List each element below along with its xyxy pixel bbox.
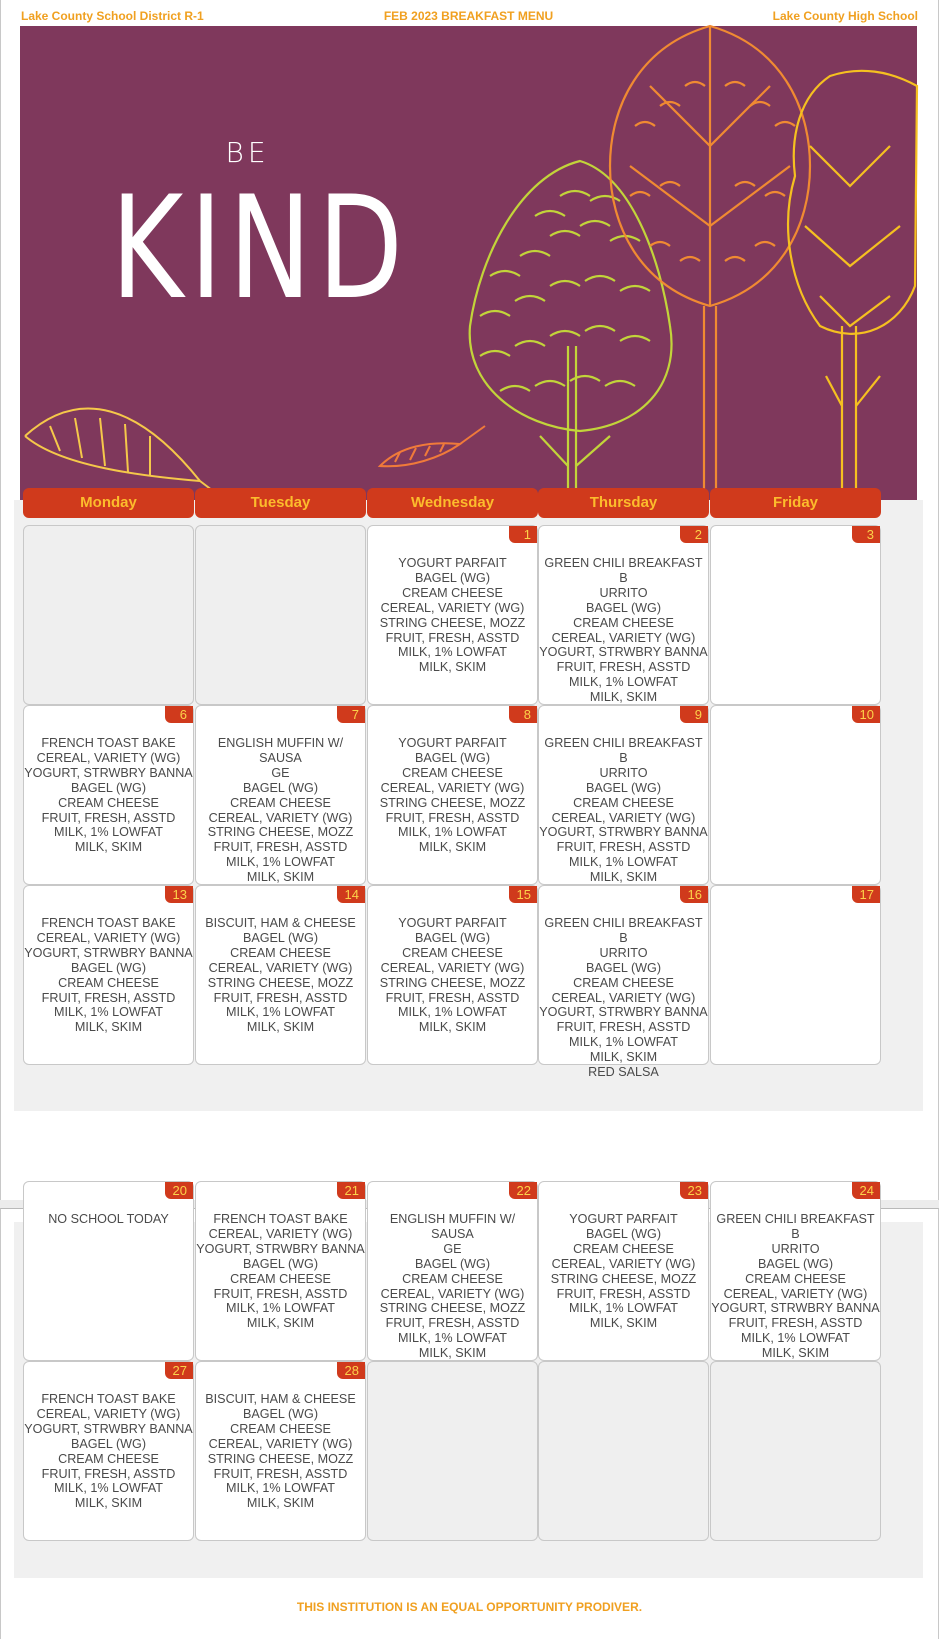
menu-item: MILK, 1% LOWFAT — [398, 645, 507, 660]
menu-item: YOGURT, STRWBRY BANNA — [539, 645, 708, 660]
menu-item: URRITO — [599, 945, 648, 960]
menu-items — [368, 736, 537, 855]
menu-item: CEREAL, VARIETY (WG) — [36, 750, 181, 765]
menu-item: FRENCH TOAST BAKE — [41, 916, 176, 930]
menu-item: MILK, 1% LOWFAT — [226, 855, 335, 870]
menu-item: MILK, SKIM — [589, 870, 658, 885]
calendar-cell-blank — [538, 1361, 709, 1541]
menu-item: YOGURT PARFAIT — [569, 1212, 678, 1226]
leaf-illustration — [25, 408, 225, 500]
menu-item: CREAM CHEESE — [58, 795, 159, 810]
menu-item: FRUIT, FRESH, ASSTD — [728, 1316, 863, 1331]
calendar-cell-day-1 — [367, 525, 538, 705]
menu-items — [711, 1212, 880, 1376]
menu-item: FRUIT, FRESH, ASSTD — [41, 810, 176, 825]
menu-item: STRING CHEESE, MOZZ — [207, 975, 354, 990]
menu-item: MILK, SKIM — [246, 870, 315, 885]
menu-item: GREEN CHILI BREAKFAST B — [544, 736, 703, 765]
day-number: 9 — [680, 706, 708, 723]
day-number: 8 — [509, 706, 537, 723]
menu-item: STRING CHEESE, MOZZ — [379, 615, 526, 630]
menu-item: ENGLISH MUFFIN W/ SAUSA — [217, 736, 344, 765]
menu-item: CEREAL, VARIETY (WG) — [208, 960, 353, 975]
menu-item: BISCUIT, HAM & CHEESE — [205, 916, 356, 930]
menu-item: BAGEL (WG) — [70, 960, 147, 975]
menu-item: YOGURT, STRWBRY BANNA — [711, 1301, 880, 1316]
menu-item: CEREAL, VARIETY (WG) — [551, 990, 696, 1005]
orange-tree-illustration — [610, 26, 810, 500]
day-header-friday: Friday — [710, 488, 881, 518]
calendar-cell-day-16 — [538, 885, 709, 1080]
menu-item: MILK, 1% LOWFAT — [398, 1331, 507, 1346]
menu-items — [539, 736, 708, 900]
calendar-cell-day-3 — [710, 525, 881, 705]
day-number: 10 — [852, 706, 880, 723]
menu-item: YOGURT, STRWBRY BANNA — [24, 945, 193, 960]
menu-item: MILK, 1% LOWFAT — [741, 1331, 850, 1346]
menu-item: MILK, 1% LOWFAT — [569, 1035, 678, 1050]
menu-item: FRENCH TOAST BAKE — [41, 736, 176, 750]
calendar-cell-day-8 — [367, 705, 538, 885]
menu-item: MILK, SKIM — [418, 840, 487, 855]
menu-item: CREAM CHEESE — [573, 975, 674, 990]
be-kind-banner — [20, 26, 917, 500]
menu-item: ENGLISH MUFFIN W/ SAUSA — [389, 1212, 516, 1241]
menu-item: FRUIT, FRESH, ASSTD — [556, 840, 691, 855]
calendar-cell-blank — [710, 1361, 881, 1541]
menu-item: BAGEL (WG) — [414, 570, 491, 585]
menu-item: CREAM CHEESE — [58, 975, 159, 990]
menu-item: BAGEL (WG) — [585, 960, 662, 975]
menu-item: FRUIT, FRESH, ASSTD — [213, 1286, 348, 1301]
menu-item: GREEN CHILI BREAKFAST B — [716, 1212, 875, 1241]
menu-item: BAGEL (WG) — [414, 930, 491, 945]
menu-item: CREAM CHEESE — [230, 795, 331, 810]
menu-item: FRUIT, FRESH, ASSTD — [556, 660, 691, 675]
menu-item: BAGEL (WG) — [585, 1226, 662, 1241]
calendar-cell-day-15 — [367, 885, 538, 1065]
menu-items — [196, 736, 365, 885]
menu-item: YOGURT PARFAIT — [398, 556, 507, 570]
day-number: 28 — [337, 1362, 365, 1379]
day-number: 15 — [509, 886, 537, 903]
calendar-cell-day-2 — [538, 525, 709, 705]
menu-item: STRING CHEESE, MOZZ — [379, 975, 526, 990]
menu-item: CREAM CHEESE — [402, 585, 503, 600]
calendar-cell-day-27 — [23, 1361, 194, 1541]
menu-item: MILK, SKIM — [418, 1346, 487, 1361]
menu-item: CREAM CHEESE — [230, 1271, 331, 1286]
banner-be-text: BE — [225, 136, 270, 169]
equal-opportunity-notice: THIS INSTITUTION IS AN EQUAL OPPORTUNITY PRODIVER. — [296, 1600, 643, 1614]
day-number: 27 — [165, 1362, 193, 1379]
menu-item: CREAM CHEESE — [573, 795, 674, 810]
menu-item: YOGURT, STRWBRY BANNA — [539, 825, 708, 840]
menu-item: MILK, SKIM — [74, 1496, 143, 1511]
district-name: Lake County School District R-1 — [21, 9, 204, 23]
menu-item: STRING CHEESE, MOZZ — [379, 795, 526, 810]
menu-items — [368, 916, 537, 1035]
menu-item: CREAM CHEESE — [402, 765, 503, 780]
menu-item: RED SALSA — [588, 1065, 659, 1080]
calendar-cell-blank — [23, 525, 194, 705]
calendar-cell-blank — [195, 525, 366, 705]
menu-item: YOGURT, STRWBRY BANNA — [24, 1421, 193, 1436]
menu-item: MILK, SKIM — [761, 1346, 830, 1361]
menu-item: CEREAL, VARIETY (WG) — [551, 810, 696, 825]
menu-item: CEREAL, VARIETY (WG) — [36, 930, 181, 945]
menu-item: FRUIT, FRESH, ASSTD — [385, 990, 520, 1005]
day-number: 13 — [165, 886, 193, 903]
menu-item: URRITO — [599, 765, 648, 780]
day-header-tuesday: Tuesday — [195, 488, 366, 518]
menu-item: MILK, SKIM — [589, 690, 658, 705]
menu-item: GREEN CHILI BREAKFAST B — [544, 916, 703, 945]
menu-item: BAGEL (WG) — [242, 930, 319, 945]
menu-item: CREAM CHEESE — [58, 1451, 159, 1466]
menu-item: MILK, SKIM — [589, 1316, 658, 1331]
calendar-cell-day-14 — [195, 885, 366, 1065]
menu-item: BAGEL (WG) — [757, 1256, 834, 1271]
day-number: 1 — [509, 526, 537, 543]
menu-item: MILK, SKIM — [246, 1316, 315, 1331]
menu-item: MILK, SKIM — [246, 1020, 315, 1035]
menu-item: FRENCH TOAST BAKE — [213, 1212, 348, 1226]
menu-item: BAGEL (WG) — [70, 1436, 147, 1451]
menu-item: MILK, 1% LOWFAT — [398, 1005, 507, 1020]
menu-item: FRUIT, FRESH, ASSTD — [213, 990, 348, 1005]
menu-item: CEREAL, VARIETY (WG) — [380, 1286, 525, 1301]
menu-items — [24, 1212, 193, 1227]
menu-item: YOGURT, STRWBRY BANNA — [196, 1241, 365, 1256]
menu-items — [539, 916, 708, 1080]
small-leaf-illustration — [380, 426, 485, 466]
calendar-cell-day-23 — [538, 1181, 709, 1361]
school-name: Lake County High School — [772, 9, 918, 23]
menu-item: MILK, 1% LOWFAT — [226, 1005, 335, 1020]
day-header-monday: Monday — [23, 488, 194, 518]
calendar-cell-day-13 — [23, 885, 194, 1065]
day-number: 24 — [852, 1182, 880, 1199]
banner-kind-text: KIND — [110, 166, 410, 331]
menu-item: FRUIT, FRESH, ASSTD — [385, 1316, 520, 1331]
day-number: 3 — [852, 526, 880, 543]
calendar-cell-day-20 — [23, 1181, 194, 1361]
calendar-cell-day-21 — [195, 1181, 366, 1361]
menu-item: CREAM CHEESE — [402, 945, 503, 960]
calendar-cell-blank — [367, 1361, 538, 1541]
day-number: 7 — [337, 706, 365, 723]
menu-item: CREAM CHEESE — [573, 615, 674, 630]
menu-item: MILK, SKIM — [74, 840, 143, 855]
menu-item: STRING CHEESE, MOZZ — [379, 1301, 526, 1316]
menu-item: FRENCH TOAST BAKE — [41, 1392, 176, 1406]
menu-item: CEREAL, VARIETY (WG) — [380, 600, 525, 615]
menu-item: CREAM CHEESE — [402, 1271, 503, 1286]
menu-item: STRING CHEESE, MOZZ — [207, 1451, 354, 1466]
calendar-cell-day-9 — [538, 705, 709, 885]
menu-item: YOGURT PARFAIT — [398, 736, 507, 750]
menu-item: CREAM CHEESE — [745, 1271, 846, 1286]
menu-item: MILK, 1% LOWFAT — [226, 1301, 335, 1316]
day-number: 17 — [852, 886, 880, 903]
menu-item: GREEN CHILI BREAKFAST B — [544, 556, 703, 585]
calendar-cell-day-28 — [195, 1361, 366, 1541]
menu-item: CEREAL, VARIETY (WG) — [208, 810, 353, 825]
menu-items — [24, 916, 193, 1035]
day-number: 21 — [337, 1182, 365, 1199]
green-tree-illustration — [470, 161, 672, 500]
menu-item: BISCUIT, HAM & CHEESE — [205, 1392, 356, 1406]
menu-item: MILK, SKIM — [418, 660, 487, 675]
menu-item: MILK, SKIM — [246, 1496, 315, 1511]
menu-item: URRITO — [771, 1241, 820, 1256]
menu-item: BAGEL (WG) — [585, 600, 662, 615]
menu-item: CREAM CHEESE — [230, 1421, 331, 1436]
menu-items — [24, 1392, 193, 1511]
menu-item: CREAM CHEESE — [230, 945, 331, 960]
menu-item: FRUIT, FRESH, ASSTD — [556, 1286, 691, 1301]
menu-item: BAGEL (WG) — [70, 780, 147, 795]
menu-item: CREAM CHEESE — [573, 1241, 674, 1256]
menu-item: BAGEL (WG) — [414, 1256, 491, 1271]
calendar-cell-day-10 — [710, 705, 881, 885]
menu-items — [196, 1392, 365, 1511]
menu-item: CEREAL, VARIETY (WG) — [208, 1226, 353, 1241]
menu-item: BAGEL (WG) — [414, 750, 491, 765]
menu-item: FRUIT, FRESH, ASSTD — [385, 630, 520, 645]
menu-item: CEREAL, VARIETY (WG) — [723, 1286, 868, 1301]
menu-item: STRING CHEESE, MOZZ — [207, 825, 354, 840]
day-number: 20 — [165, 1182, 193, 1199]
menu-item: NO SCHOOL TODAY — [48, 1212, 169, 1226]
menu-items — [368, 556, 537, 675]
menu-item: BAGEL (WG) — [585, 780, 662, 795]
menu-item: MILK, 1% LOWFAT — [54, 825, 163, 840]
menu-item: GE — [271, 765, 290, 780]
menu-item: GE — [443, 1241, 462, 1256]
menu-item: FRUIT, FRESH, ASSTD — [385, 810, 520, 825]
menu-items — [368, 1212, 537, 1361]
calendar-cell-day-24 — [710, 1181, 881, 1361]
menu-item: BAGEL (WG) — [242, 780, 319, 795]
menu-items — [24, 736, 193, 855]
menu-item: BAGEL (WG) — [242, 1406, 319, 1421]
menu-item: MILK, SKIM — [418, 1020, 487, 1035]
menu-item: MILK, 1% LOWFAT — [54, 1481, 163, 1496]
menu-item: CEREAL, VARIETY (WG) — [208, 1436, 353, 1451]
menu-item: FRUIT, FRESH, ASSTD — [41, 990, 176, 1005]
day-header-thursday: Thursday — [538, 488, 709, 518]
day-number: 2 — [680, 526, 708, 543]
menu-items — [539, 556, 708, 720]
menu-item: STRING CHEESE, MOZZ — [550, 1271, 697, 1286]
menu-item: YOGURT PARFAIT — [398, 916, 507, 930]
day-number: 6 — [165, 706, 193, 723]
menu-item: MILK, 1% LOWFAT — [226, 1481, 335, 1496]
menu-title: FEB 2023 BREAKFAST MENU — [383, 9, 554, 23]
menu-item: CEREAL, VARIETY (WG) — [380, 780, 525, 795]
menu-item: CEREAL, VARIETY (WG) — [380, 960, 525, 975]
menu-items — [196, 916, 365, 1035]
menu-item: FRUIT, FRESH, ASSTD — [556, 1020, 691, 1035]
menu-items — [196, 1212, 365, 1331]
menu-item: MILK, 1% LOWFAT — [54, 1005, 163, 1020]
menu-item: FRUIT, FRESH, ASSTD — [213, 840, 348, 855]
menu-item: FRUIT, FRESH, ASSTD — [213, 1466, 348, 1481]
menu-item: MILK, 1% LOWFAT — [569, 855, 678, 870]
menu-item: MILK, SKIM — [74, 1020, 143, 1035]
menu-item: CEREAL, VARIETY (WG) — [551, 630, 696, 645]
day-number: 22 — [509, 1182, 537, 1199]
menu-item: MILK, SKIM — [589, 1050, 658, 1065]
calendar-cell-day-17 — [710, 885, 881, 1065]
calendar-cell-day-6 — [23, 705, 194, 885]
menu-item: MILK, 1% LOWFAT — [569, 675, 678, 690]
menu-item: BAGEL (WG) — [242, 1256, 319, 1271]
menu-item: CEREAL, VARIETY (WG) — [36, 1406, 181, 1421]
day-header-wednesday: Wednesday — [367, 488, 538, 518]
menu-item: URRITO — [599, 585, 648, 600]
day-number: 23 — [680, 1182, 708, 1199]
menu-item: YOGURT, STRWBRY BANNA — [24, 765, 193, 780]
menu-item: YOGURT, STRWBRY BANNA — [539, 1005, 708, 1020]
menu-item: CEREAL, VARIETY (WG) — [551, 1256, 696, 1271]
day-number: 14 — [337, 886, 365, 903]
menu-item: MILK, 1% LOWFAT — [398, 825, 507, 840]
calendar-cell-day-22 — [367, 1181, 538, 1361]
calendar-cell-day-7 — [195, 705, 366, 885]
menu-item: MILK, 1% LOWFAT — [569, 1301, 678, 1316]
menu-item: FRUIT, FRESH, ASSTD — [41, 1466, 176, 1481]
menu-items — [539, 1212, 708, 1331]
day-number: 16 — [680, 886, 708, 903]
